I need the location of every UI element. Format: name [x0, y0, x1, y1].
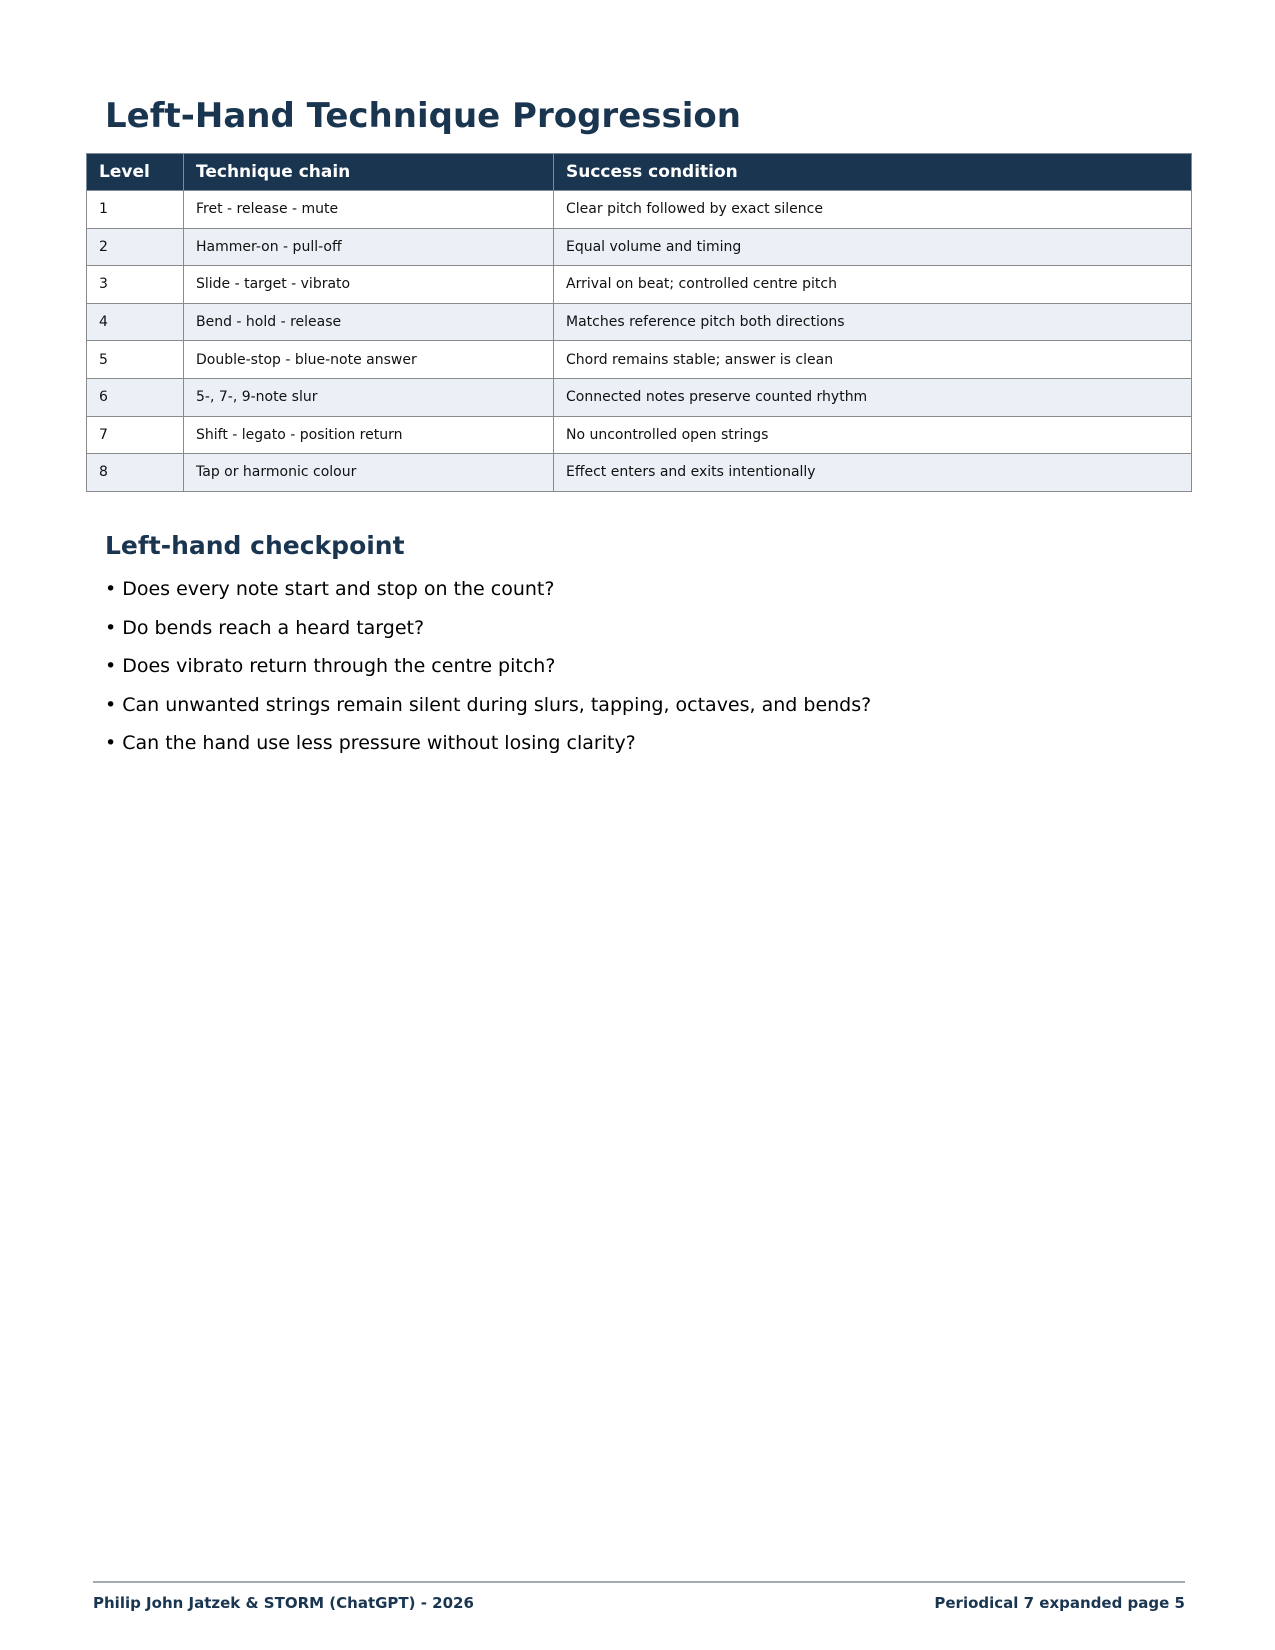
level-cell: 7	[87, 416, 184, 454]
checkpoint-question: Can unwanted strings remain silent during slurs, tapping, octaves, and bends?	[122, 693, 872, 716]
technique-cell: Hammer-on - pull-off	[184, 228, 554, 266]
bullet: •	[105, 616, 117, 639]
checkpoint-question: Does every note start and stop on the count?	[122, 578, 555, 600]
column-header-technique-chain: Technique chain	[184, 154, 554, 191]
level-cell: 3	[87, 266, 184, 304]
bullet: •	[105, 732, 117, 754]
level-cell: 6	[87, 378, 184, 416]
footer-author: Philip John Jatzek & STORM (ChatGPT) - 2026	[93, 1594, 474, 1612]
level-cell: 8	[87, 454, 184, 492]
table-row	[87, 378, 1192, 416]
page-title: Left-Hand Technique Progression	[105, 96, 741, 136]
checkpoint-question: Do bends reach a heard target?	[122, 616, 425, 639]
checkpoint-question: Can the hand use less pressure without losing clarity?	[122, 732, 636, 754]
table-row	[87, 266, 1192, 304]
bullet: •	[105, 578, 117, 600]
success-cell: Arrival on beat; controlled centre pitch	[554, 266, 1192, 304]
table-row	[87, 228, 1192, 266]
success-cell: No uncontrolled open strings	[554, 416, 1192, 454]
technique-cell: Bend - hold - release	[184, 303, 554, 341]
list-item	[105, 609, 871, 648]
checkpoint-heading: Left-hand checkpoint	[105, 531, 405, 560]
column-header-success-condition: Success condition	[554, 154, 1192, 191]
bullet: •	[105, 655, 117, 677]
level-cell: 5	[87, 341, 184, 379]
checkpoint-list	[105, 570, 871, 763]
technique-cell: Double-stop - blue-note answer	[184, 341, 554, 379]
table-row	[87, 454, 1192, 492]
success-cell: Equal volume and timing	[554, 228, 1192, 266]
success-cell: Matches reference pitch both directions	[554, 303, 1192, 341]
checkpoint-question: Does vibrato return through the centre pitch?	[122, 655, 556, 677]
footer-divider	[93, 1581, 1185, 1583]
list-item	[105, 724, 871, 763]
success-cell: Clear pitch followed by exact silence	[554, 191, 1192, 229]
list-item	[105, 570, 871, 609]
success-cell: Connected notes preserve counted rhythm	[554, 378, 1192, 416]
level-cell: 2	[87, 228, 184, 266]
technique-cell: Tap or harmonic colour	[184, 454, 554, 492]
bullet: •	[105, 693, 117, 716]
table-row	[87, 341, 1192, 379]
level-cell: 4	[87, 303, 184, 341]
list-item	[105, 647, 871, 686]
success-cell: Chord remains stable; answer is clean	[554, 341, 1192, 379]
column-header-level: Level	[87, 154, 184, 191]
table-row	[87, 416, 1192, 454]
technique-progression-table	[86, 153, 1192, 492]
technique-cell: Slide - target - vibrato	[184, 266, 554, 304]
list-item	[105, 686, 871, 725]
table-row	[87, 303, 1192, 341]
footer-page-label: Periodical 7 expanded page 5	[934, 1594, 1185, 1612]
success-cell: Effect enters and exits intentionally	[554, 454, 1192, 492]
table-row	[87, 191, 1192, 229]
technique-cell: Shift - legato - position return	[184, 416, 554, 454]
level-cell: 1	[87, 191, 184, 229]
technique-cell: Fret - release - mute	[184, 191, 554, 229]
table-header-row	[87, 154, 1192, 191]
technique-cell: 5-, 7-, 9-note slur	[184, 378, 554, 416]
